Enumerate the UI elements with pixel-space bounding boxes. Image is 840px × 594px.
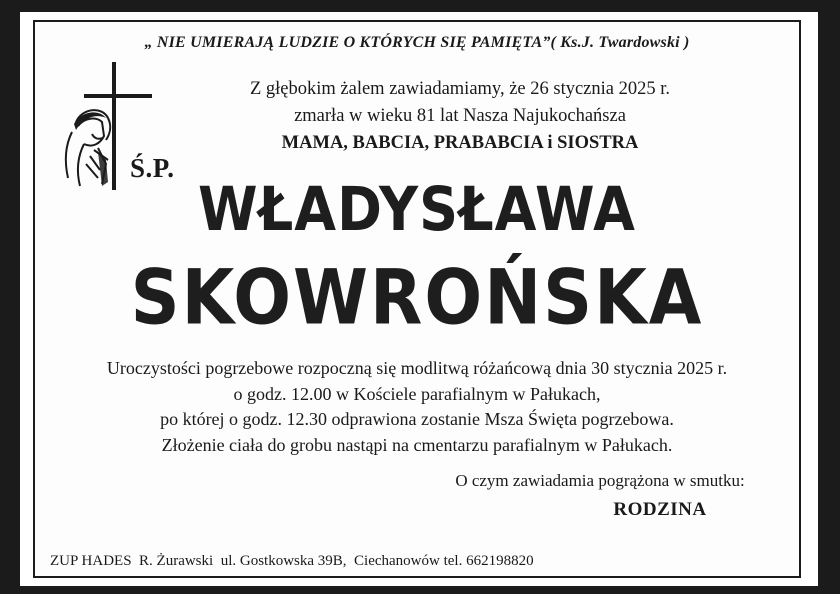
announcement-line: zmarła w wieku 81 lat Nasza Najukochańsza xyxy=(294,106,626,126)
cross-horizontal xyxy=(84,94,152,98)
closing-notice: O czym zawiadamia pogrążona w smutku: xyxy=(455,471,745,490)
cross-vertical xyxy=(112,62,116,190)
motto-quote: „ NIE UMIERAJĄ LUDZIE O KTÓRYCH SIĘ PAMIĘTA”( Ks.J. Twardowski ) xyxy=(144,34,690,51)
ceremony-line: o godz. 12.00 w Kościele parafialnym w Pałukach, xyxy=(233,383,601,404)
ceremony-line: Uroczystości pogrzebowe rozpoczną się modlitwą różańcową dnia 30 stycznia 2025 r. xyxy=(106,358,728,378)
announcement-line: Z głębokim żalem zawiadamiamy, że 26 stycznia 2025 r. xyxy=(249,79,671,99)
ceremony-line: Złożenie ciała do grobu nastąpi na cmentarzu parafialnym w Pałukach. xyxy=(161,434,673,455)
ceremony-details xyxy=(40,356,794,458)
sp-prefix: Ś.P. xyxy=(130,153,175,183)
announcement xyxy=(200,76,720,157)
relations: MAMA, BABCIA, PRABABCIA i SIOSTRA xyxy=(281,133,639,153)
last-name: SKOWROŃSKA xyxy=(130,254,704,343)
family-signature: RODZINA xyxy=(613,499,707,520)
ceremony-line: po której o godz. 12.30 odprawiona zostanie Msza Święta pogrzebowa. xyxy=(160,409,674,429)
funeral-home-footer: ZUP HADES R. Żurawski ul. Gostkowska 39B, Ciechanowów tel. 662198820 xyxy=(50,553,534,569)
first-name: WŁADYSŁAWA xyxy=(198,174,636,245)
